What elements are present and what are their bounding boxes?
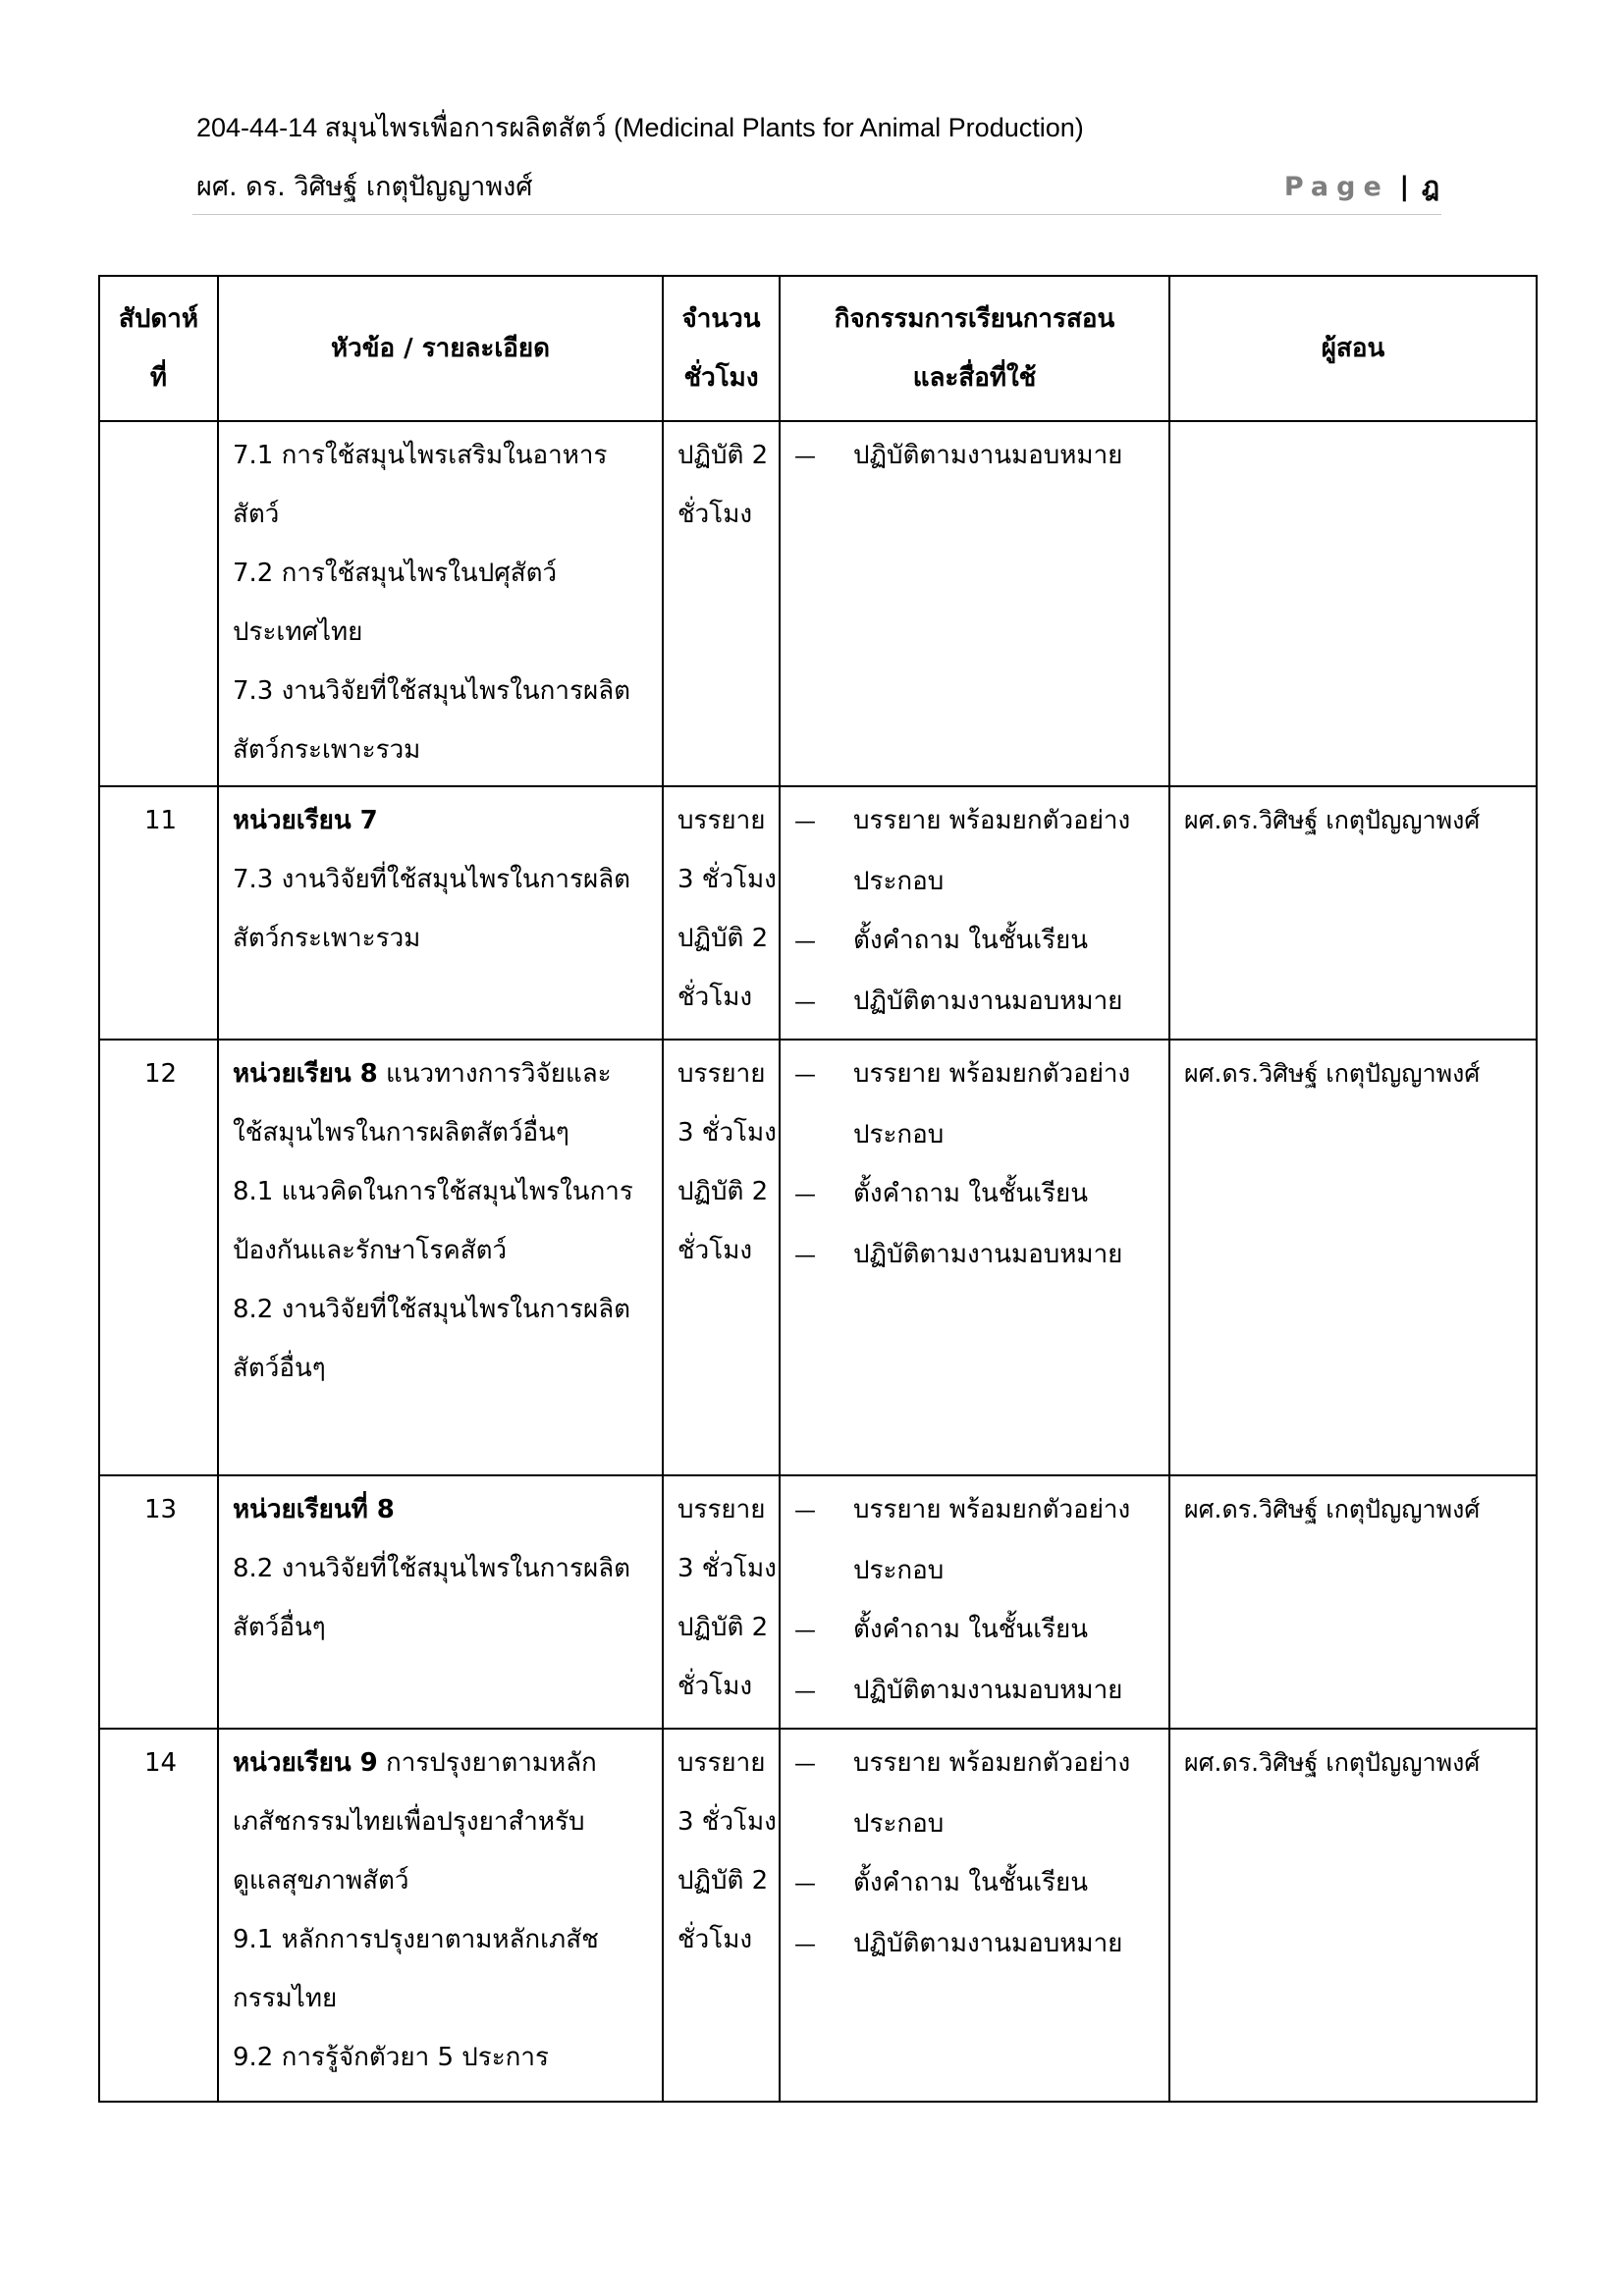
activity-item [794,1853,1159,1914]
dash-bullet-icon [794,1914,853,1975]
hours-line: ปฏิบัติ 2 [677,441,769,470]
activity-text: บรรยาย พร้อมยกตัวอย่างประกอบ [853,1748,1131,1839]
hours-line: ชั่วโมง [677,1925,753,1954]
activity-text: ปฏิบัติตามงานมอบหมาย [853,987,1123,1016]
activity-item [794,1164,1159,1225]
schedule-table [98,275,1538,2103]
hours-line: 3 ชั่วโมง [677,1554,777,1583]
hours-line: 3 ชั่วโมง [677,1807,777,1837]
hours-line: บรรยาย [677,1059,766,1089]
activity-cell [780,786,1169,1040]
course-title: 204-44-14 สมุนไพรเพื่อการผลิตสัตว์ (Medicinal Plants for Animal Production) [196,113,1084,142]
topic-line: ประเทศไทย [233,617,363,647]
topic-line: สัตว์กระเพาะรวม [233,735,421,765]
topic-line: 9.1 หลักการปรุงยาตามหลักเภสัช [233,1925,599,1954]
topic-cell [218,1040,663,1475]
dash-bullet-icon [794,791,853,852]
hours-cell [663,786,780,1040]
activity-text: ปฏิบัติตามงานมอบหมาย [853,1240,1123,1269]
hours-line: 3 ชั่วโมง [677,1118,777,1148]
topic-line: สัตว์ [233,500,280,529]
unit-title: หน่วยเรียน 7 [233,806,378,835]
hours-cell [663,1729,780,2102]
hours-column-header [663,276,780,421]
activity-item [794,1044,1159,1164]
hours-line: ชั่วโมง [677,983,753,1012]
topic-column-header: หัวข้อ / รายละเอียด [218,276,663,421]
topic-line: กรรมไทย [233,1984,338,2013]
activity-text: บรรยาย พร้อมยกตัวอย่างประกอบ [853,1495,1131,1585]
activity-column-header [780,276,1169,421]
topic-line: สัตว์อื่นๆ [233,1613,326,1642]
topic-heading-line [233,1044,652,1103]
hours-line: บรรยาย [677,1748,766,1778]
dash-bullet-icon [794,1225,853,1286]
hours-line: บรรยาย [677,806,766,835]
topic-line: 8.2 งานวิจัยที่ใช้สมุนไพรในการผลิต [233,1295,631,1324]
topic-cell [218,786,663,1040]
page-number: ฎ [1421,172,1439,202]
activity-header-line: และสื่อที่ใช้ [912,363,1037,393]
topic-line: 7.3 งานวิจัยที่ใช้สมุนไพรในการผลิต [233,865,631,894]
unit-title-rest: แนวทางการวิจัยและ [377,1059,612,1089]
activity-text: ตั้งคำถาม ในชั้นเรียน [853,1868,1089,1897]
hours-header-line: ชั่วโมง [683,363,759,393]
activity-item [794,1914,1159,1975]
activity-text: ปฏิบัติตามงานมอบหมาย [853,1676,1123,1705]
topic-line: เภสัชกรรมไทยเพื่อปรุงยาสำหรับ [233,1807,585,1837]
activity-item [794,972,1159,1033]
dash-bullet-icon [794,1853,853,1914]
activity-text: ตั้งคำถาม ในชั้นเรียน [853,926,1089,955]
hours-line: ปฏิบัติ 2 [677,924,769,953]
topic-line: 8.2 งานวิจัยที่ใช้สมุนไพรในการผลิต [233,1554,631,1583]
topic-line: 7.1 การใช้สมุนไพรเสริมในอาหาร [233,441,608,470]
activity-item [794,1225,1159,1286]
hours-line: ปฏิบัติ 2 [677,1613,769,1642]
hours-header-line: จำนวน [681,304,761,334]
instructor-cell: ผศ.ดร.วิศิษฐ์ เกตุปัญญาพงศ์ [1169,1040,1537,1475]
topic-line: สัตว์กระเพาะรวม [233,924,421,953]
week-header-line: สัปดาห์ [119,304,198,334]
topic-line: ดูแลสุขภาพสัตว์ [233,1866,409,1896]
dash-bullet-icon [794,1661,853,1722]
activity-text: บรรยาย พร้อมยกตัวอย่างประกอบ [853,1059,1131,1149]
topic-heading-line [233,1480,652,1539]
hours-cell [663,1040,780,1475]
dash-bullet-icon [794,1600,853,1661]
week-cell: 12 [99,1040,218,1475]
instructor-cell: ผศ.ดร.วิศิษฐ์ เกตุปัญญาพงศ์ [1169,786,1537,1040]
hours-line: ปฏิบัติ 2 [677,1866,769,1896]
week-cell [99,421,218,786]
table-row [99,1729,1537,2102]
unit-title: หน่วยเรียนที่ 8 [233,1495,395,1524]
activity-item [794,1661,1159,1722]
week-header-line: ที่ [149,363,168,393]
topic-line: 7.2 การใช้สมุนไพรในปศุสัตว์ [233,559,558,588]
hours-line: ชั่วโมง [677,1236,753,1265]
dash-bullet-icon [794,1044,853,1105]
activity-text: บรรยาย พร้อมยกตัวอย่างประกอบ [853,806,1131,896]
topic-line: ป้องกันและรักษาโรคสัตว์ [233,1236,508,1265]
author-name: ผศ. ดร. วิศิษฐ์ เกตุปัญญาพงศ์ [196,172,533,202]
table-row [99,1040,1537,1475]
topic-heading-line [233,1734,652,1792]
unit-title: หน่วยเรียน 8 [233,1059,378,1089]
unit-title: หน่วยเรียน 9 [233,1748,378,1778]
activity-text: ปฏิบัติตามงานมอบหมาย [853,441,1123,470]
dash-bullet-icon [794,972,853,1033]
activity-text: ตั้งคำถาม ในชั้นเรียน [853,1179,1089,1208]
dash-bullet-icon [794,426,853,487]
table-row [99,786,1537,1040]
hours-line: ชั่วโมง [677,1672,753,1701]
activity-cell [780,1040,1169,1475]
topic-heading-line [233,791,652,850]
header-divider [192,214,1441,215]
activity-item [794,911,1159,972]
activity-cell [780,421,1169,786]
activity-item [794,1734,1159,1853]
instructor-column-header: ผู้สอน [1169,276,1537,421]
dash-bullet-icon [794,1734,853,1794]
topic-line: สัตว์อื่นๆ [233,1354,326,1383]
dash-bullet-icon [794,1480,853,1541]
topic-cell [218,421,663,786]
instructor-cell: ผศ.ดร.วิศิษฐ์ เกตุปัญญาพงศ์ [1169,1475,1537,1729]
activity-header-line: กิจกรรมการเรียนการสอน [834,304,1115,334]
page-label: Page [1283,172,1389,202]
hours-cell [663,421,780,786]
week-column-header [99,276,218,421]
activity-text: ตั้งคำถาม ในชั้นเรียน [853,1615,1089,1644]
activity-item [794,1600,1159,1661]
topic-line: 7.3 งานวิจัยที่ใช้สมุนไพรในการผลิต [233,676,631,706]
topic-cell [218,1475,663,1729]
instructor-cell: ผศ.ดร.วิศิษฐ์ เกตุปัญญาพงศ์ [1169,1729,1537,2102]
activity-item [794,791,1159,911]
topic-line: 8.1 แนวคิดในการใช้สมุนไพรในการ [233,1177,633,1206]
dash-bullet-icon [794,911,853,972]
activity-cell [780,1729,1169,2102]
page-indicator [1284,165,1439,207]
hours-line: 3 ชั่วโมง [677,865,777,894]
dash-bullet-icon [794,1164,853,1225]
table-row [99,421,1537,786]
instructor-cell [1169,421,1537,786]
week-cell: 11 [99,786,218,1040]
page-separator: | [1399,172,1410,202]
activity-cell [780,1475,1169,1729]
hours-line: บรรยาย [677,1495,766,1524]
topic-line: 9.2 การรู้จักตัวยา 5 ประการ [233,2043,549,2072]
week-cell: 13 [99,1475,218,1729]
hours-cell [663,1475,780,1729]
week-cell: 14 [99,1729,218,2102]
topic-cell [218,1729,663,2102]
activity-item [794,426,1159,487]
table-row [99,1475,1537,1729]
unit-title-rest: การปรุงยาตามหลัก [377,1748,597,1778]
activity-text: ปฏิบัติตามงานมอบหมาย [853,1929,1123,1958]
activity-item [794,1480,1159,1600]
table-header-row [99,276,1537,421]
hours-line: ปฏิบัติ 2 [677,1177,769,1206]
topic-line: ใช้สมุนไพรในการผลิตสัตว์อื่นๆ [233,1118,569,1148]
hours-line: ชั่วโมง [677,500,753,529]
